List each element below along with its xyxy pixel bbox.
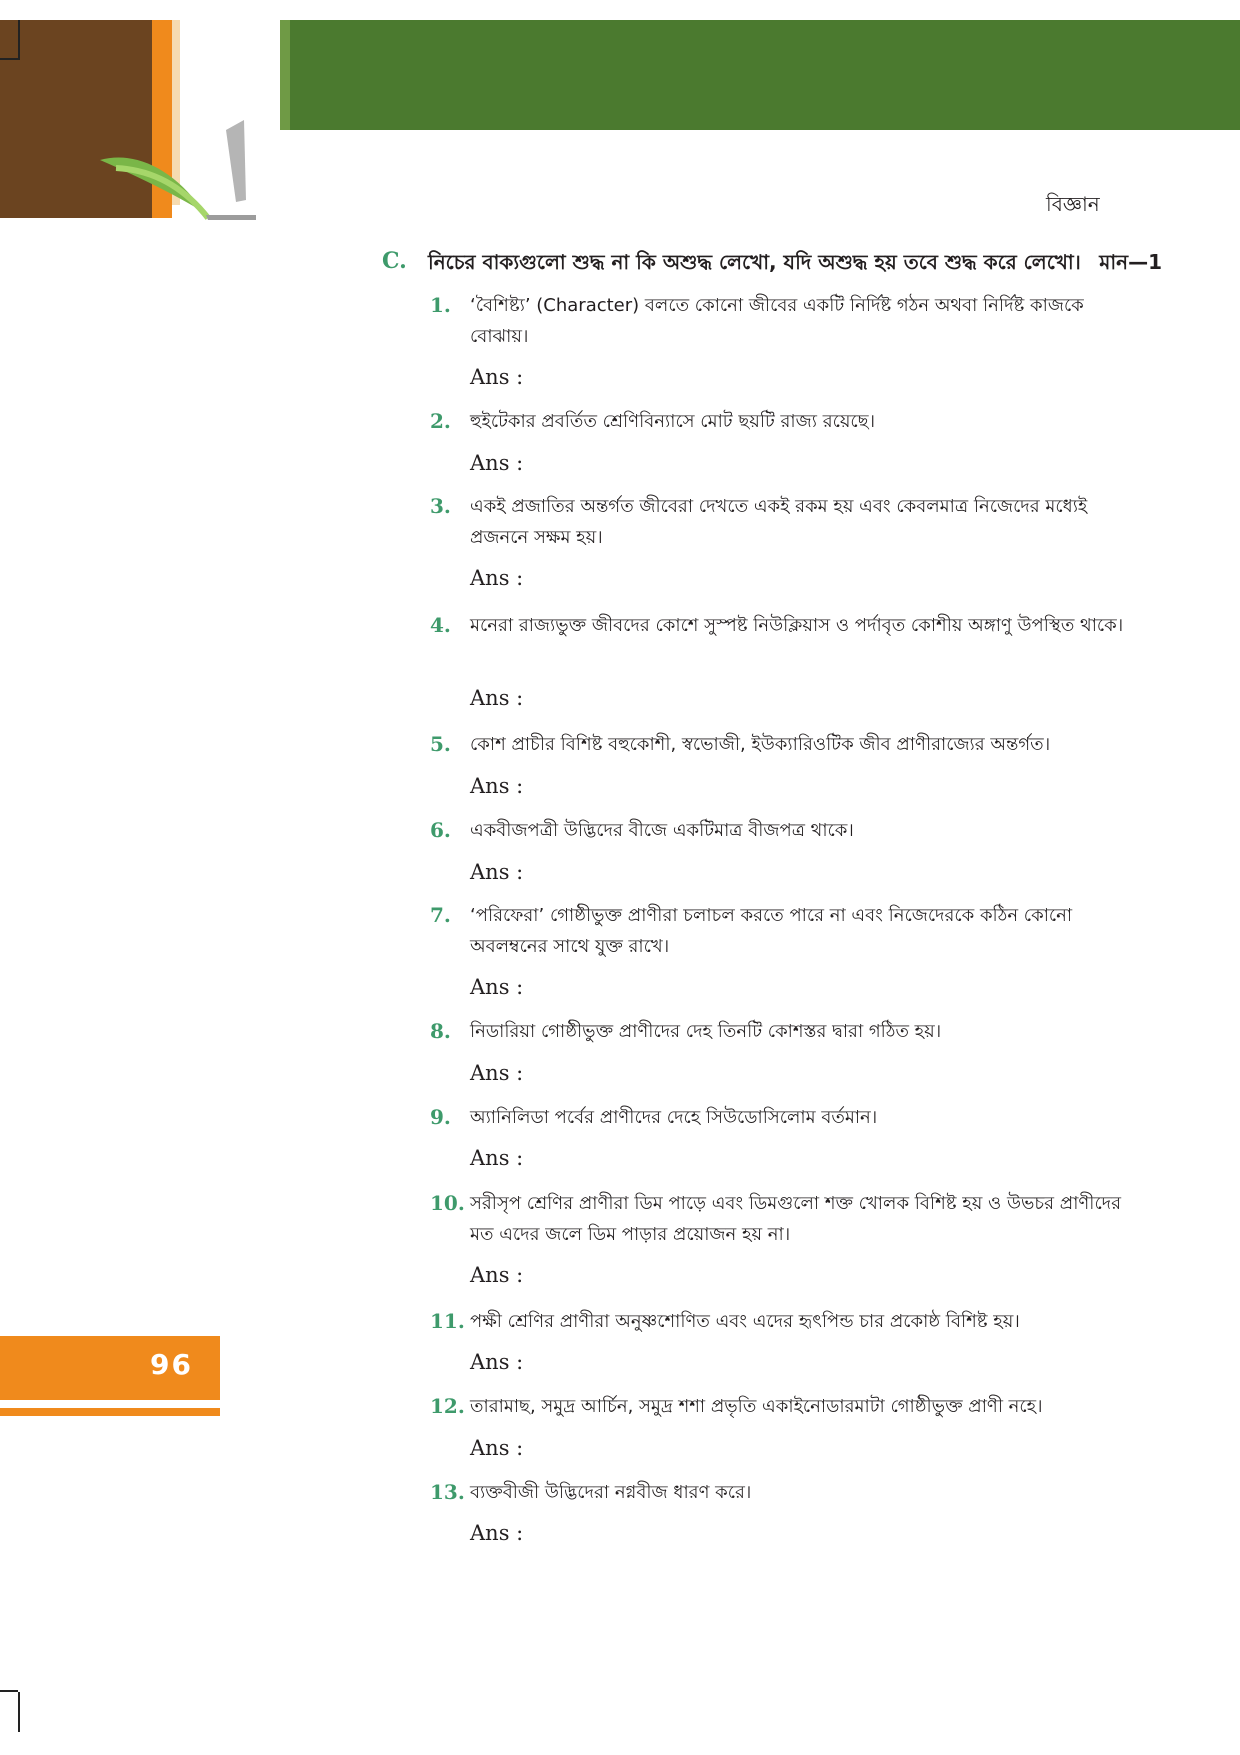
question-number: 7. xyxy=(430,903,451,927)
question-item xyxy=(430,290,1130,352)
answer-label: Ans : xyxy=(470,365,524,389)
question-number: 6. xyxy=(430,818,451,842)
question-item xyxy=(430,1306,1130,1337)
question-number: 2. xyxy=(430,409,451,433)
page-number: 96 xyxy=(150,1348,193,1381)
question-number: 1. xyxy=(430,293,451,317)
question-item xyxy=(430,1188,1130,1250)
question-item xyxy=(430,815,1130,846)
question-text: মনেরা রাজ্যভুক্ত জীবদের কোশে সুস্পষ্ট নিউক্লিয়াস ও পর্দাবৃত কোশীয় অঙ্গাণু উপস্থিত থাকে। xyxy=(470,615,1124,636)
question-item xyxy=(430,1102,1130,1133)
question-item xyxy=(430,406,1130,437)
question-number: 9. xyxy=(430,1105,451,1129)
question-item xyxy=(430,729,1130,760)
leaf-decoration-icon xyxy=(96,120,256,230)
question-number: 5. xyxy=(430,732,451,756)
question-item xyxy=(430,1016,1130,1047)
answer-label: Ans : xyxy=(470,860,524,884)
question-text: একই প্রজাতির অন্তর্গত জীবেরা দেখতে একই রকম হয় এবং কেবলমাত্র নিজেদের মধ্যেই প্রজননে সক্ষম হয়। xyxy=(470,496,1088,548)
question-item xyxy=(430,1477,1130,1508)
section-letter: C. xyxy=(382,248,407,274)
question-number: 13. xyxy=(430,1480,465,1504)
question-text: অ্যানিলিডা পর্বের প্রাণীদের দেহে সিউডোসিলোম বর্তমান। xyxy=(470,1107,878,1128)
question-text: তারামাছ, সমুদ্র আর্চিন, সমুদ্র শশা প্রভৃতি একাইনোডারমাটা গোষ্ঠীভুক্ত প্রাণী নহে। xyxy=(470,1396,1043,1417)
answer-label: Ans : xyxy=(470,1146,524,1170)
crop-mark xyxy=(18,20,20,60)
question-number: 12. xyxy=(430,1394,465,1418)
answer-label: Ans : xyxy=(470,566,524,590)
answer-label: Ans : xyxy=(470,774,524,798)
question-number: 3. xyxy=(430,494,451,518)
question-number: 8. xyxy=(430,1019,451,1043)
answer-label: Ans : xyxy=(470,1521,524,1545)
question-text: পক্ষী শ্রেণির প্রাণীরা অনুষ্ণশোণিত এবং এদের হৃৎপিন্ড চার প্রকোষ্ঠ বিশিষ্ট হয়। xyxy=(470,1311,1020,1332)
answer-label: Ans : xyxy=(470,1263,524,1287)
question-text: ‘বৈশিষ্ট্য’ (Character) বলতে কোনো জীবের একটি নির্দিষ্ট গঠন অথবা নির্দিষ্ট কাজকে বোঝায়। xyxy=(470,295,1084,347)
question-number: 4. xyxy=(430,613,451,637)
question-number: 11. xyxy=(430,1309,465,1333)
question-number: 10. xyxy=(430,1191,465,1215)
question-text: ‘পরিফেরা’ গোষ্ঠীভুক্ত প্রাণীরা চলাচল করতে পারে না এবং নিজেদেরকে কঠিন কোনো অবলম্বনের সাথে যুক্ত রাখে। xyxy=(470,905,1073,957)
section-marks: মান—1 xyxy=(1099,250,1162,274)
crop-mark xyxy=(18,1692,20,1732)
question-text: সরীসৃপ শ্রেণির প্রাণীরা ডিম পাড়ে এবং ডিমগুলো শক্ত খোলক বিশিষ্ট হয় ও উভচর প্রাণীদের মত এদের জলে ডিম পাড়ার প্রয়োজন হয় না। xyxy=(470,1193,1122,1245)
running-header-subject: বিজ্ঞান xyxy=(1046,192,1100,216)
answer-label: Ans : xyxy=(470,686,524,710)
section-heading xyxy=(382,248,1162,281)
header-banner-edge xyxy=(280,20,290,130)
section-instruction: নিচের বাক্যগুলো শুদ্ধ না কি অশুদ্ধ লেখো, যদি অশুদ্ধ হয় তবে শুদ্ধ করে লেখো। xyxy=(428,250,1081,274)
question-item xyxy=(430,1391,1130,1422)
answer-label: Ans : xyxy=(470,1061,524,1085)
question-text: নিডারিয়া গোষ্ঠীভুক্ত প্রাণীদের দেহ তিনটি কোশস্তর দ্বারা গঠিত হয়। xyxy=(470,1021,942,1042)
page-number-underline xyxy=(0,1408,220,1416)
crop-mark xyxy=(0,58,18,60)
question-text: ব্যক্তবীজী উদ্ভিদেরা নগ্নবীজ ধারণ করে। xyxy=(470,1482,752,1503)
question-text: হুইটেকার প্রবর্তিত শ্রেণিবিন্যাসে মোট ছয়টি রাজ্য রয়েছে। xyxy=(470,411,876,432)
answer-label: Ans : xyxy=(470,1436,524,1460)
question-item xyxy=(430,491,1130,553)
crop-mark xyxy=(0,1690,18,1692)
header-green-banner xyxy=(280,20,1240,130)
question-text: একবীজপত্রী উদ্ভিদের বীজে একটিমাত্র বীজপত্র থাকে। xyxy=(470,820,854,841)
question-text: কোশ প্রাচীর বিশিষ্ট বহুকোশী, স্বভোজী, ইউক্যারিওটিক জীব প্রাণীরাজ্যের অন্তর্গত। xyxy=(470,734,1051,755)
answer-label: Ans : xyxy=(470,451,524,475)
answer-label: Ans : xyxy=(470,975,524,999)
answer-label: Ans : xyxy=(470,1350,524,1374)
question-item xyxy=(430,610,1130,641)
question-item xyxy=(430,900,1130,962)
